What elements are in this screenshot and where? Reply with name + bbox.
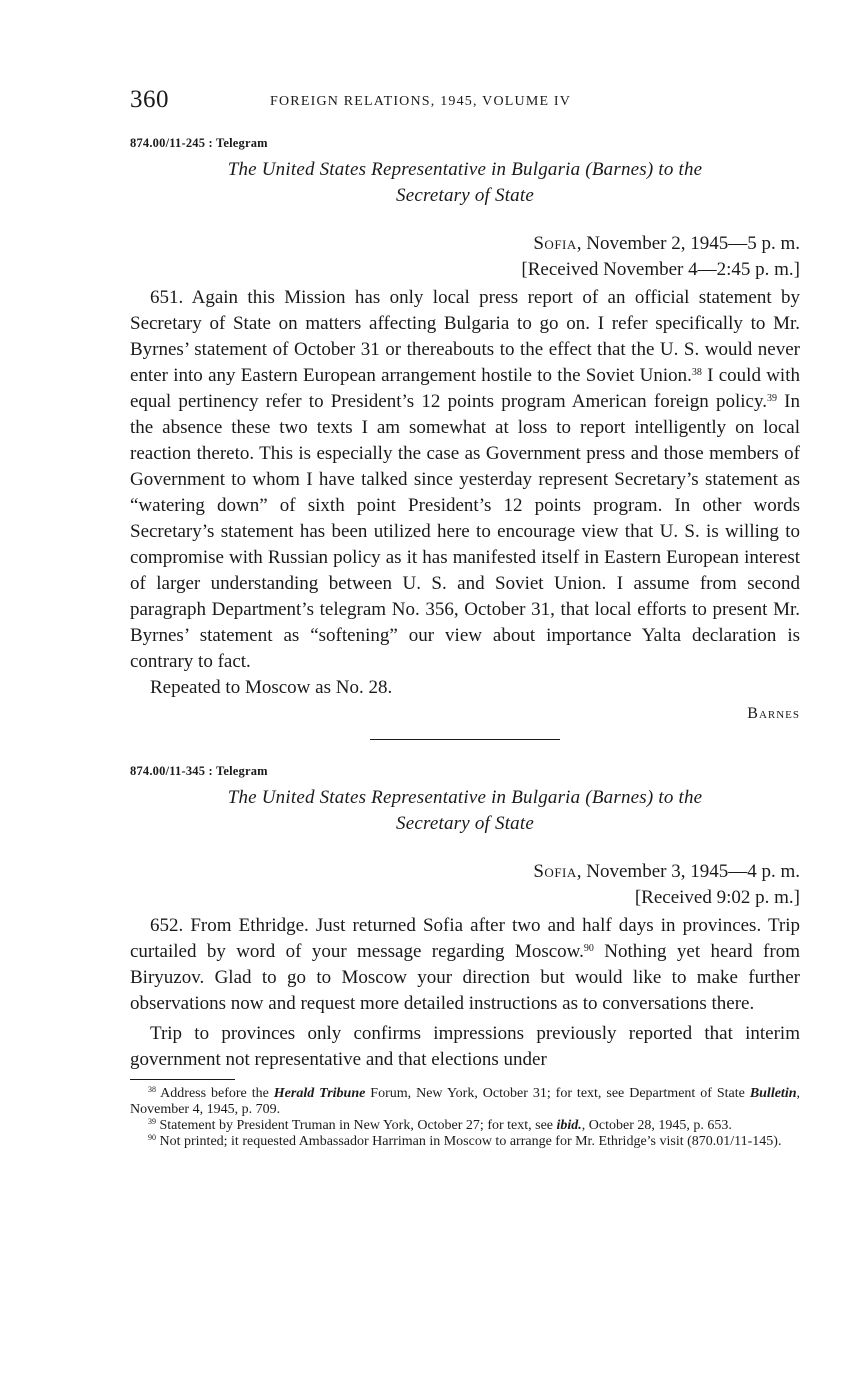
dateline (130, 859, 800, 911)
document-page (130, 86, 800, 1150)
footnote-number: 39 (148, 1117, 156, 1126)
telegram-paragraph: Repeated to Moscow as No. 28. (150, 677, 393, 698)
file-reference: 874.00/11-245 : Telegram (130, 136, 268, 150)
dateline-place: Sofia (533, 233, 577, 254)
footnote-number: 38 (148, 1085, 156, 1094)
document-title-line: The United States Representative in Bulgaria (Barnes) to the (227, 787, 703, 808)
paragraph-text: 652. From Ethridge. Just returned Sofia after two and half days in provinces. Trip curtailed by word of your message regarding Moscow. (130, 915, 800, 962)
footnote-text: Forum, New York, October 31; for text, see Department of State (365, 1086, 750, 1101)
footnote-text: Not printed; it requested Ambassador Harriman in Moscow to arrange for Mr. Ethridge’s visit (870.01/11-145). (156, 1134, 782, 1149)
document-title-line: The United States Representative in Bulgaria (Barnes) to the (227, 159, 703, 180)
dateline (130, 231, 800, 283)
paragraph-text: Nothing yet heard from Biryuzov. Glad to go to Moscow your direction but would like to make further observations now and request more detailed instructions as to conversations there. (130, 941, 800, 1014)
document-title (130, 157, 800, 209)
telegram-paragraph (130, 913, 800, 1017)
telegram-paragraph: Trip to provinces only confirms impressions previously reported that interim government not representative and that elections under (130, 1023, 800, 1070)
page-number: 360 (130, 86, 169, 113)
footnote-text: Address before the (156, 1086, 274, 1101)
telegram-paragraph (130, 285, 800, 675)
received-note: [Received 9:02 p. m.] (634, 887, 800, 908)
document-title (130, 785, 800, 837)
footnote (130, 1134, 800, 1150)
received-note: [Received November 4—2:45 p. m.] (521, 259, 800, 280)
footnote-emphasis: Bulletin (749, 1086, 797, 1101)
section-divider (370, 739, 560, 740)
footnote-emphasis: ibid. (556, 1118, 582, 1133)
dateline-date: , November 3, 1945—4 p. m. (576, 861, 800, 882)
running-header (130, 86, 800, 120)
footnote (130, 1118, 800, 1134)
file-reference: 874.00/11-345 : Telegram (130, 764, 268, 778)
footnote-reference: 39 (766, 393, 777, 404)
paragraph-text: 651. Again this Mission has only local press report of an official statement by Secretary of State on matters affecting Bulgaria to go on. I refer specifically to Mr. Byrnes’ statement of October 31 or thereabouts to the effect that the U. S. would never enter into any Eastern European arrangement hostile to the Soviet Union. (130, 287, 800, 386)
footnote (130, 1086, 800, 1118)
footnote-text: Statement by President Truman in New York, October 27; for text, see (156, 1118, 557, 1133)
dateline-date: , November 2, 1945—5 p. m. (576, 233, 800, 254)
document-title-line: Secretary of State (396, 813, 534, 834)
footnote-emphasis: Herald Tribune (273, 1086, 366, 1101)
paragraph-text: I could with equal pertinency refer to President’s 12 points program American foreign policy. (130, 365, 800, 412)
footnote-rule (130, 1079, 235, 1080)
footnote-reference: 38 (691, 367, 702, 378)
dateline-place: Sofia (533, 861, 577, 882)
running-title: FOREIGN RELATIONS, 1945, VOLUME IV (270, 94, 572, 109)
signature: Barnes (747, 705, 800, 722)
document-title-line: Secretary of State (396, 185, 534, 206)
footnote-text: , October 28, 1945, p. 653. (581, 1118, 732, 1133)
paragraph-text: In the absence these two texts I am somewhat at loss to report intelligently on local reaction thereto. This is especially the case as Government press and those members of Government to whom I have talked since yesterday represent Secretary’s statement as “watering down” of sixth point President’s 12 points program. In other words Secretary’s statement has been utilized here to encourage view that U. S. is willing to compromise with Russian policy as it has manifested itself in Eastern European interest of larger understanding between U. S. and Soviet Union. I assume from second paragraph Department’s telegram No. 356, October 31, that local efforts to present Mr. Byrnes’ statement as “softening” our view about importance Yalta declaration is contrary to fact. (130, 391, 801, 672)
footnote-text: , November 4, 1945, p. 709. (130, 1086, 800, 1117)
footnote-number: 90 (148, 1133, 156, 1142)
footnote-reference: 90 (583, 943, 594, 954)
